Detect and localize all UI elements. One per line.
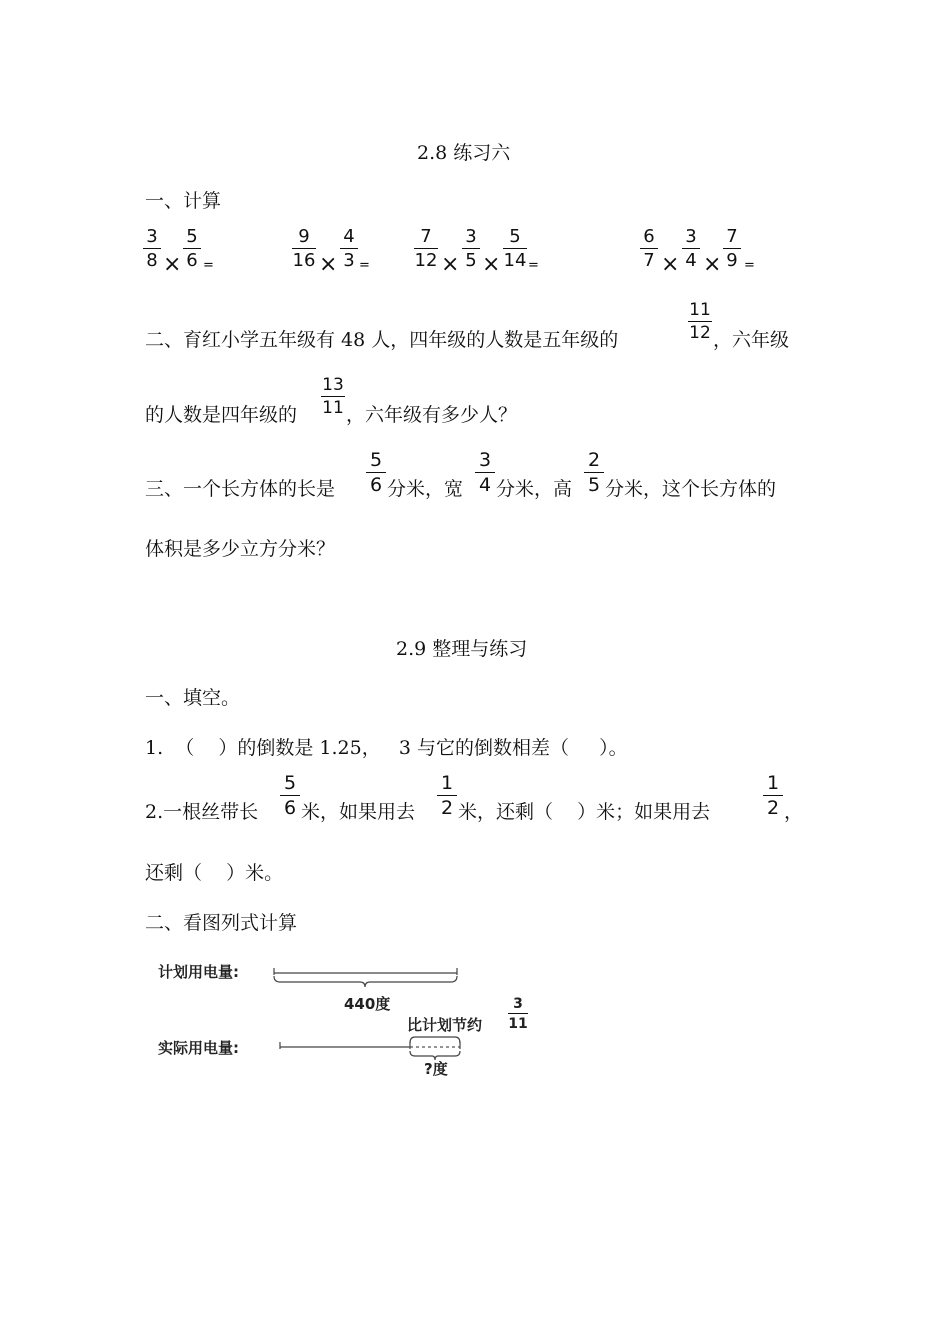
fraction xyxy=(340,228,358,270)
denominator: 6 xyxy=(186,250,198,271)
fill-blank-heading: 一、填空。 xyxy=(145,687,241,709)
numerator: 6 xyxy=(643,226,655,247)
times-sign: × xyxy=(661,252,680,277)
fraction xyxy=(143,228,161,270)
part3-line2: 体积是多少立方分米？ xyxy=(145,538,336,560)
numerator: 3 xyxy=(478,449,492,471)
fraction-1-2 xyxy=(437,774,457,818)
fraction-3-4 xyxy=(475,451,495,495)
question-2-seg2: 米，如果用去 xyxy=(301,801,416,823)
part2-line1: 二、育红小学五年级有 48 人，四年级的人数是五年级的 xyxy=(145,329,619,351)
unknown-amount: ?度 xyxy=(424,1060,448,1078)
equals-sign: = xyxy=(203,258,214,273)
denominator: 3 xyxy=(343,250,355,271)
times-sign: × xyxy=(163,252,182,277)
numerator: 5 xyxy=(186,226,198,247)
numerator: 5 xyxy=(283,772,297,794)
denominator: 5 xyxy=(465,250,477,271)
plan-label: 计划用电量: xyxy=(158,963,239,981)
numerator: 7 xyxy=(420,226,432,247)
denominator: 4 xyxy=(478,474,492,496)
times-sign: × xyxy=(441,252,460,277)
denominator: 12 xyxy=(689,323,711,343)
fraction xyxy=(183,228,201,270)
actual-label: 实际用电量: xyxy=(158,1039,239,1057)
times-sign: × xyxy=(319,252,338,277)
denominator: 5 xyxy=(587,474,601,496)
times-sign: × xyxy=(482,252,501,277)
fraction-5-6 xyxy=(280,774,300,818)
fraction xyxy=(723,228,741,270)
numerator: 7 xyxy=(726,226,738,247)
numerator: 3 xyxy=(465,226,477,247)
equals-sign: = xyxy=(744,258,755,273)
equals-sign: = xyxy=(528,258,539,273)
plan-brace xyxy=(274,976,457,987)
denominator: 6 xyxy=(283,797,297,819)
part3-seg2: 分米，宽 xyxy=(387,478,464,500)
fraction-2-5 xyxy=(584,451,604,495)
numerator: 3 xyxy=(685,226,697,247)
fraction xyxy=(640,228,658,270)
part2-line1-end: ，六年级 xyxy=(713,329,790,351)
diagram-lines xyxy=(260,955,483,1065)
denominator: 4 xyxy=(685,250,697,271)
part3-seg4: 分米，这个长方体的 xyxy=(605,478,777,500)
part3-seg1: 三、一个长方体的长是 xyxy=(145,478,336,500)
fraction-1-2 xyxy=(763,774,783,818)
denominator: 8 xyxy=(146,250,158,271)
fraction xyxy=(503,228,527,270)
question-2-line2: 还剩（ ）米。 xyxy=(145,862,284,884)
question-2-seg1: 2.一根丝带长 xyxy=(145,801,259,823)
fraction xyxy=(292,228,316,270)
denominator: 9 xyxy=(726,250,738,271)
denominator: 2 xyxy=(440,797,454,819)
numerator: 5 xyxy=(509,226,521,247)
section-title-2-9: 2.9 整理与练习 xyxy=(396,638,528,660)
denominator: 11 xyxy=(508,1016,528,1032)
denominator: 6 xyxy=(369,474,383,496)
fraction-11-12 xyxy=(688,302,712,342)
part3-seg3: 分米，高 xyxy=(496,478,573,500)
part1-heading: 一、计算 xyxy=(145,190,222,212)
save-label: 比计划节约 xyxy=(407,1016,483,1034)
denominator: 14 xyxy=(503,250,527,271)
numerator: 3 xyxy=(146,226,158,247)
denominator: 11 xyxy=(322,398,344,418)
fraction xyxy=(682,228,700,270)
fraction xyxy=(462,228,480,270)
numerator: 1 xyxy=(440,772,454,794)
fraction xyxy=(414,228,438,270)
fraction-5-6 xyxy=(366,451,386,495)
plan-amount: 440度 xyxy=(344,995,391,1013)
save-fraction xyxy=(508,997,528,1031)
unknown-brace xyxy=(410,1051,460,1060)
saved-brace xyxy=(410,1037,460,1043)
numerator: 11 xyxy=(689,300,711,320)
denominator: 7 xyxy=(643,250,655,271)
denominator: 12 xyxy=(414,250,438,271)
part2-line2-end: ，六年级有多少人？ xyxy=(346,404,518,426)
diagram-heading: 二、看图列式计算 xyxy=(145,912,298,934)
part2-line2: 的人数是四年级的 xyxy=(145,404,298,426)
question-1: 1. （ ）的倒数是 1.25， 3 与它的倒数相差（ ）。 xyxy=(145,737,628,759)
numerator: 4 xyxy=(343,226,355,247)
numerator: 5 xyxy=(369,449,383,471)
numerator: 9 xyxy=(298,226,310,247)
numerator: 13 xyxy=(322,375,344,395)
question-2-seg3: 米，还剩（ ）米；如果用去 xyxy=(458,801,711,823)
denominator: 2 xyxy=(766,797,780,819)
numerator: 2 xyxy=(587,449,601,471)
times-sign: × xyxy=(703,252,722,277)
equals-sign: = xyxy=(359,258,370,273)
numerator: 3 xyxy=(513,996,523,1012)
numerator: 1 xyxy=(766,772,780,794)
question-2-seg4: ， xyxy=(784,801,804,823)
section-title-2-8: 2.8 练习六 xyxy=(417,142,511,164)
denominator: 16 xyxy=(292,250,316,271)
fraction-13-11 xyxy=(321,377,345,417)
